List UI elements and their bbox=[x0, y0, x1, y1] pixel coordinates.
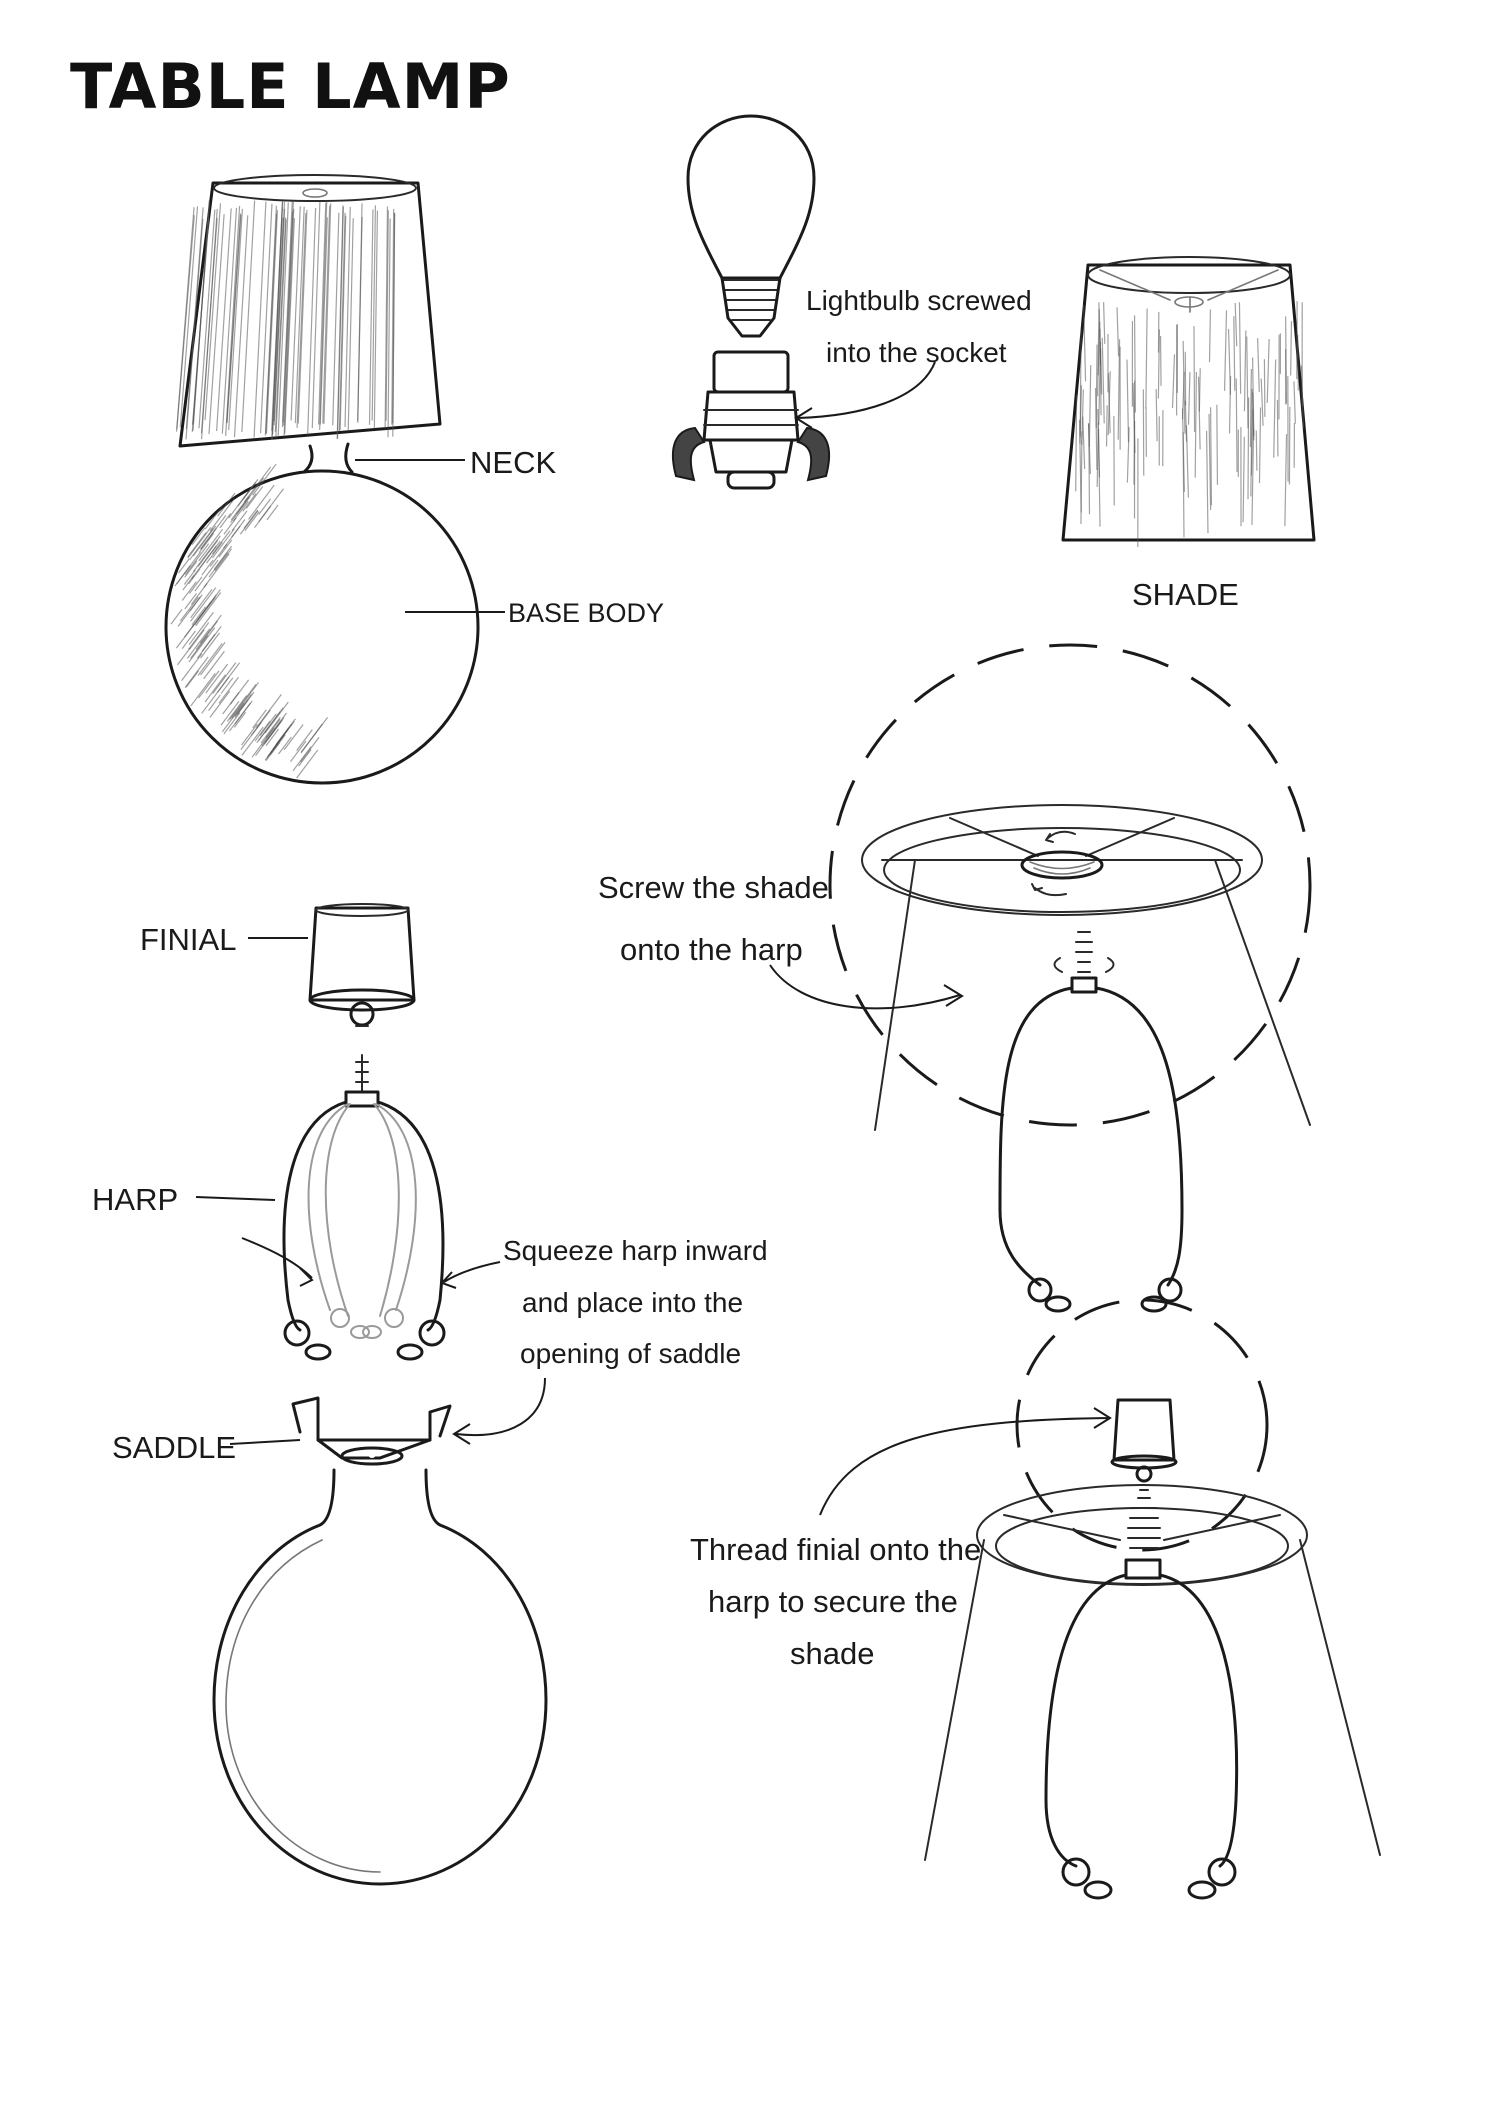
shade-hatching bbox=[177, 200, 395, 439]
thread-finial-note-arrow bbox=[820, 1408, 1110, 1515]
thread-finial-illustration bbox=[925, 1300, 1380, 1898]
lightbulb-illustration bbox=[688, 116, 814, 336]
neck-label: NECK bbox=[470, 445, 557, 480]
assembled-lamp-shade bbox=[177, 175, 440, 446]
rotate-arrow-icon bbox=[1046, 832, 1075, 842]
lightbulb-note-line-1: Lightbulb screwed bbox=[806, 285, 1032, 316]
base-body-label: BASE BODY bbox=[508, 598, 665, 628]
shade-hatching bbox=[1076, 301, 1304, 547]
lightbulb-note-arrow bbox=[796, 362, 935, 428]
assembled-lamp-base-body bbox=[166, 464, 478, 783]
detail-circle-lower bbox=[1017, 1300, 1267, 1550]
harp-illustration bbox=[242, 1055, 500, 1359]
saddle-note-arrow bbox=[454, 1378, 545, 1444]
neck bbox=[304, 444, 352, 472]
saddle-label: SADDLE bbox=[112, 1430, 237, 1465]
harp-leader-line bbox=[196, 1197, 275, 1200]
saddle-illustration bbox=[293, 1398, 450, 1464]
page-title: TABLE LAMP bbox=[70, 50, 511, 123]
harp-label: HARP bbox=[92, 1182, 179, 1217]
shade-illustration bbox=[1063, 257, 1314, 547]
screw-shade-note-arrow bbox=[770, 965, 962, 1008]
squeeze-arrow-right-icon bbox=[442, 1262, 500, 1288]
screw-shade-illustration bbox=[830, 645, 1310, 1311]
rotate-arrow-icon bbox=[1032, 884, 1066, 895]
finial-illustration bbox=[310, 904, 414, 1026]
finial-label: FINIAL bbox=[140, 922, 237, 957]
socket-illustration bbox=[673, 352, 829, 488]
saddle-leader-line bbox=[230, 1440, 300, 1444]
screw-shade-note-line-1: Screw the shade bbox=[598, 870, 829, 905]
thread-finial-note-line-1: Thread finial onto the bbox=[690, 1532, 982, 1567]
thread-finial-note-line-2: harp to secure the bbox=[708, 1584, 958, 1619]
squeeze-harp-note-line-1: Squeeze harp inward bbox=[503, 1235, 768, 1266]
squeeze-harp-note-line-2: and place into the bbox=[522, 1287, 744, 1318]
squeeze-arrow-left-icon bbox=[242, 1238, 312, 1286]
squeeze-harp-note-line-3: opening of saddle bbox=[520, 1338, 742, 1369]
detail-circle-upper bbox=[830, 645, 1310, 1125]
shade-label: SHADE bbox=[1132, 577, 1239, 612]
lightbulb-note-line-2: into the socket bbox=[826, 337, 1007, 368]
rotate-arrow-icon bbox=[1054, 958, 1113, 972]
body-hatching bbox=[171, 464, 328, 778]
thread-finial-note-line-3: shade bbox=[790, 1636, 875, 1671]
assembled-lamp-illustration bbox=[166, 175, 505, 783]
screw-shade-note-line-2: onto the harp bbox=[620, 932, 803, 967]
base-body-illustration bbox=[214, 1470, 546, 1884]
